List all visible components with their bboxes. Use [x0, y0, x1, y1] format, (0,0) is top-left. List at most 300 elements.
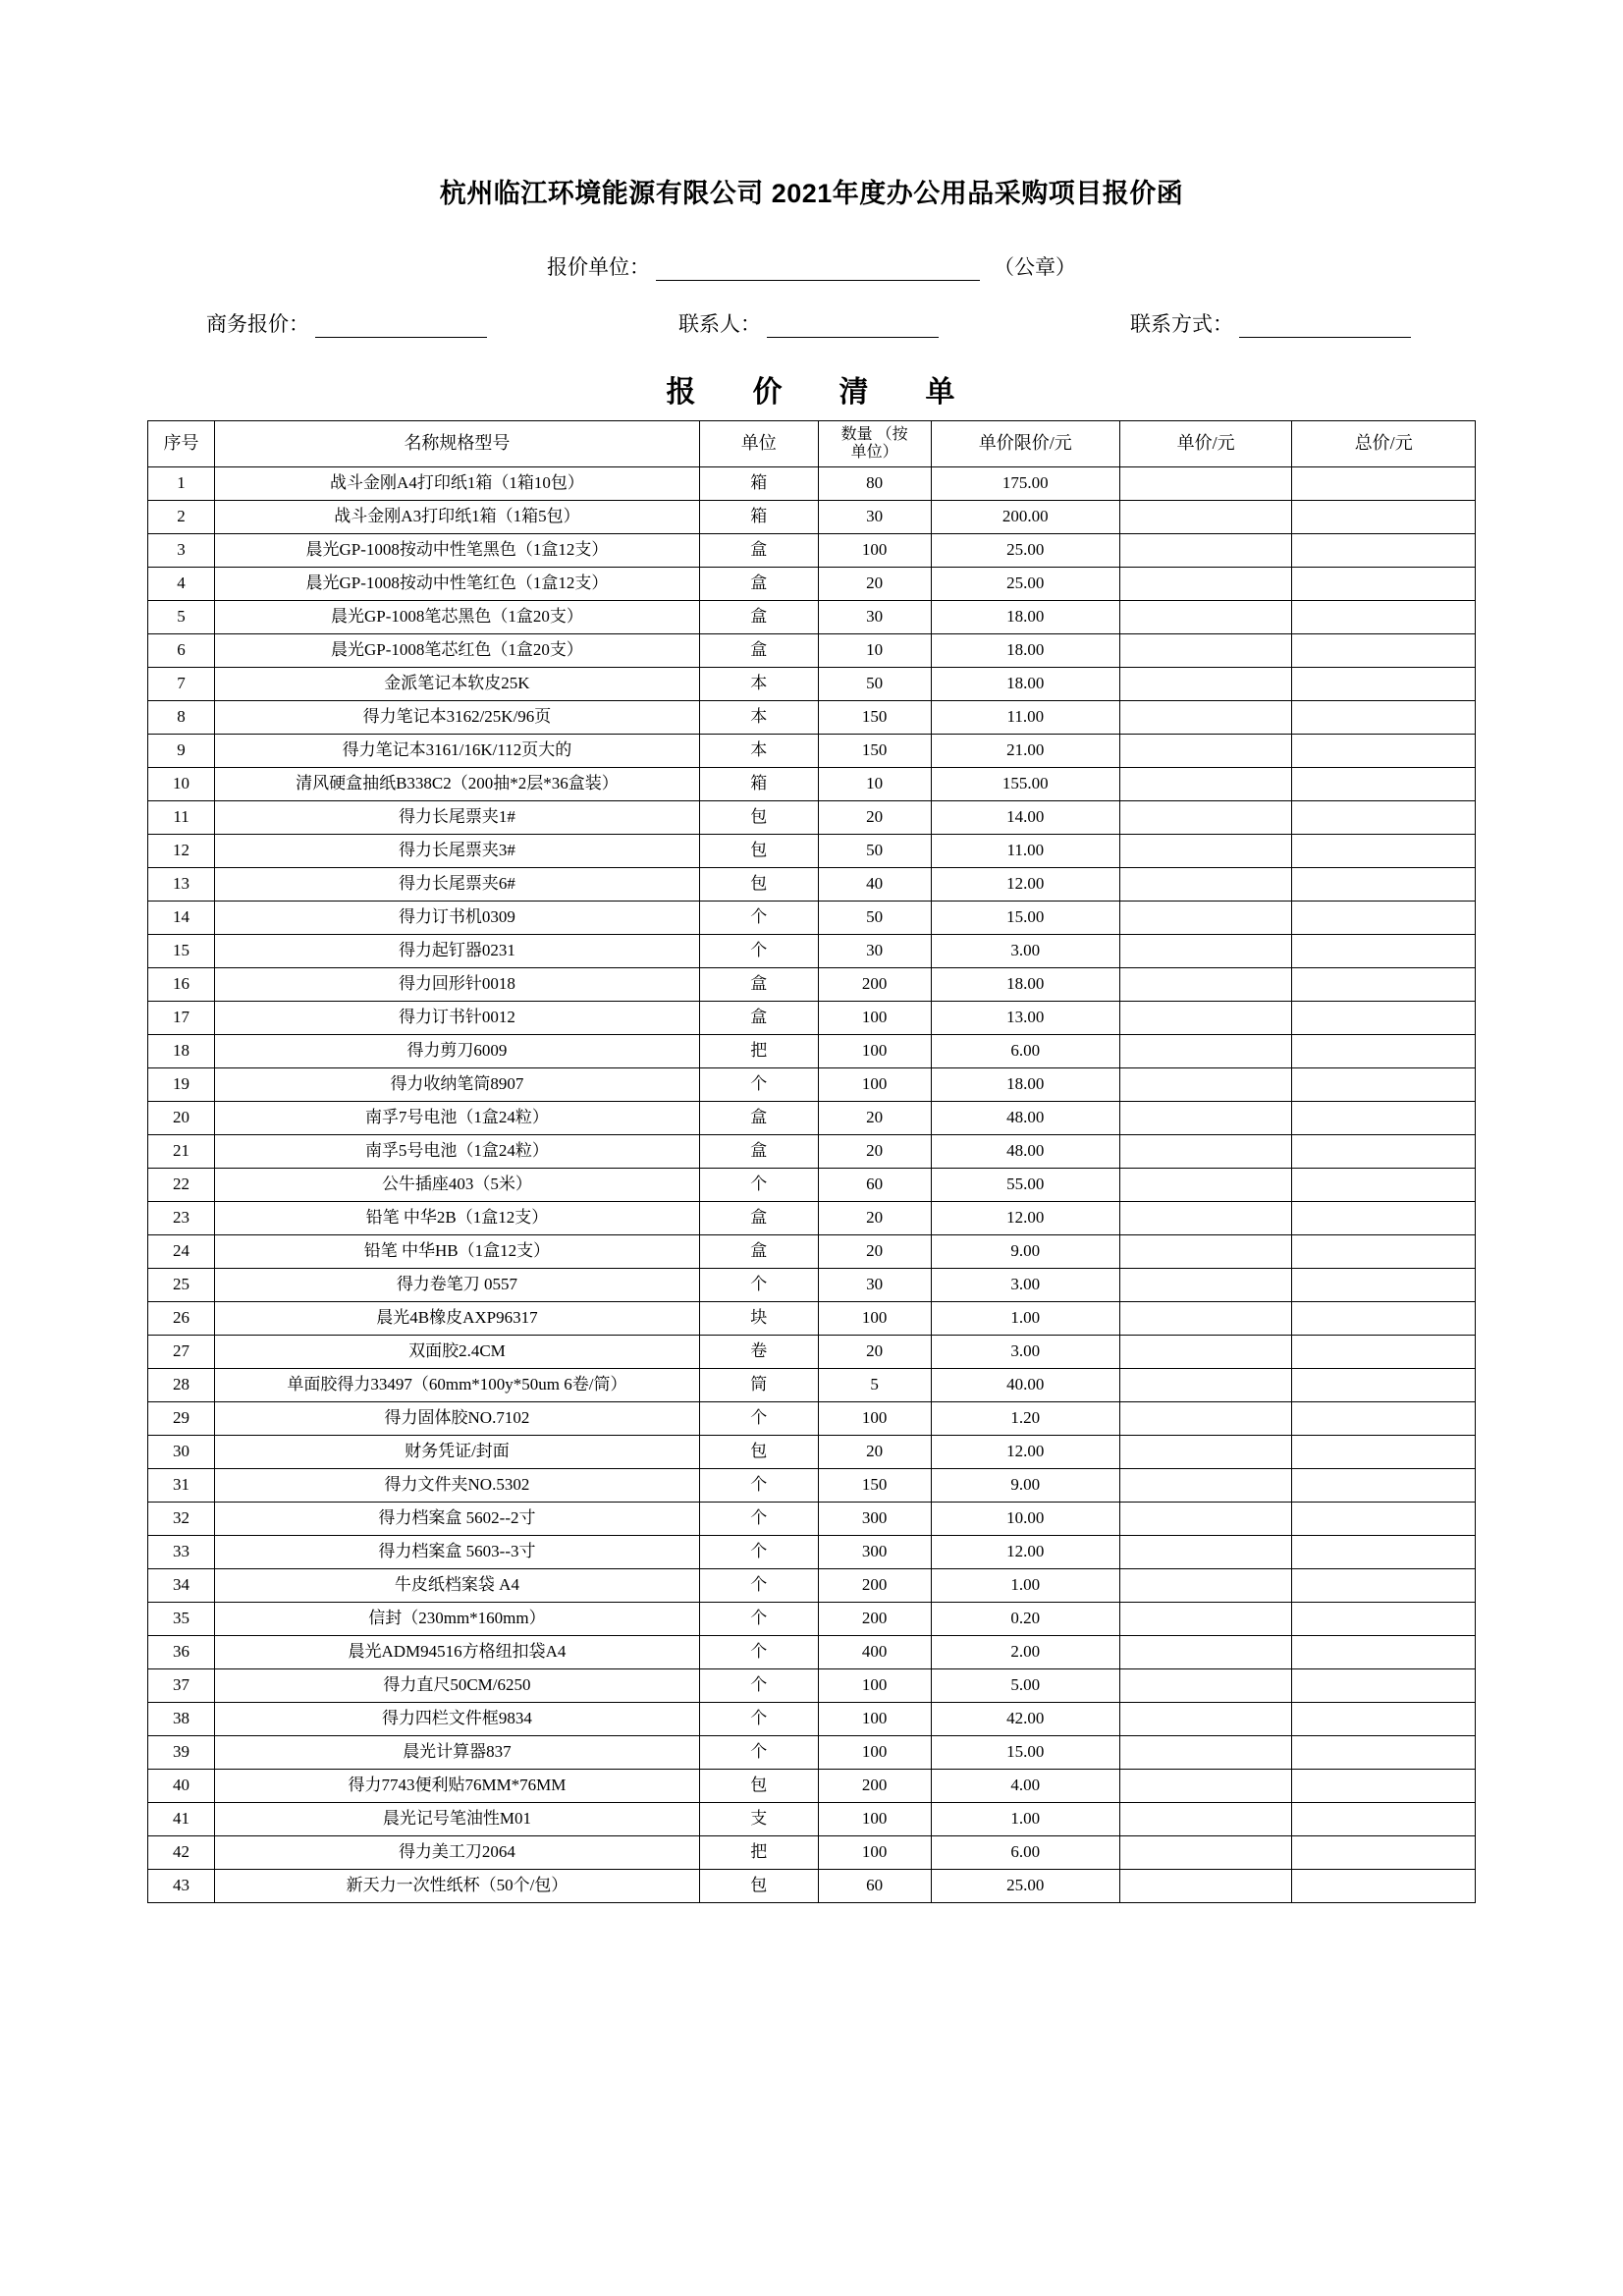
cell-unit-price[interactable]: [1119, 1870, 1292, 1903]
cell-unit-price[interactable]: [1119, 1803, 1292, 1836]
cell-total-price[interactable]: [1292, 735, 1476, 768]
cell-limit-price: 6.00: [931, 1836, 1119, 1870]
cell-unit-price[interactable]: [1119, 601, 1292, 634]
cell-unit: 卷: [699, 1336, 818, 1369]
cell-quantity: 10: [818, 634, 931, 668]
cell-unit-price[interactable]: [1119, 1202, 1292, 1235]
cell-index: 38: [148, 1703, 215, 1736]
cell-total-price[interactable]: [1292, 1302, 1476, 1336]
cell-quantity: 150: [818, 1469, 931, 1503]
cell-limit-price: 10.00: [931, 1503, 1119, 1536]
cell-limit-price: 14.00: [931, 801, 1119, 835]
header-quantity: [818, 421, 931, 467]
contact-way-input[interactable]: [1239, 317, 1411, 338]
cell-name-spec: 晨光GP-1008按动中性笔红色（1盒12支）: [215, 568, 700, 601]
cell-index: 40: [148, 1770, 215, 1803]
table-row: [148, 1235, 1476, 1269]
cell-unit: 个: [699, 1636, 818, 1669]
cell-limit-price: 25.00: [931, 1870, 1119, 1903]
cell-unit-price[interactable]: [1119, 1035, 1292, 1068]
table-row: [148, 634, 1476, 668]
cell-quantity: 100: [818, 1068, 931, 1102]
table-row: [148, 467, 1476, 501]
table-row: [148, 1836, 1476, 1870]
cell-limit-price: 48.00: [931, 1135, 1119, 1169]
cell-name-spec: 新天力一次性纸杯（50个/包）: [215, 1870, 700, 1903]
cell-quantity: 30: [818, 501, 931, 534]
cell-quantity: 200: [818, 968, 931, 1002]
cell-index: 32: [148, 1503, 215, 1536]
contact-person-input[interactable]: [767, 317, 939, 338]
list-title: [147, 367, 1476, 410]
cell-quantity: 30: [818, 1269, 931, 1302]
table-row: [148, 501, 1476, 534]
table-row: [148, 1870, 1476, 1903]
cell-unit-price[interactable]: [1119, 1402, 1292, 1436]
cell-total-price[interactable]: [1292, 568, 1476, 601]
cell-name-spec: 公牛插座403（5米）: [215, 1169, 700, 1202]
cell-name-spec: 南孚5号电池（1盒24粒）: [215, 1135, 700, 1169]
cell-name-spec: 得力档案盒 5602--2寸: [215, 1503, 700, 1536]
cell-total-price[interactable]: [1292, 1369, 1476, 1402]
cell-quantity: 30: [818, 601, 931, 634]
cell-total-price[interactable]: [1292, 1603, 1476, 1636]
table-row: [148, 1703, 1476, 1736]
cell-quantity: 80: [818, 467, 931, 501]
table-row: [148, 568, 1476, 601]
cell-index: 4: [148, 568, 215, 601]
cell-unit-price[interactable]: [1119, 1669, 1292, 1703]
quote-table-body: [148, 467, 1476, 1903]
cell-total-price[interactable]: [1292, 1068, 1476, 1102]
table-row: [148, 1402, 1476, 1436]
table-row: [148, 1669, 1476, 1703]
cell-limit-price: 1.00: [931, 1302, 1119, 1336]
cell-limit-price: 21.00: [931, 735, 1119, 768]
cell-index: 2: [148, 501, 215, 534]
cell-index: 8: [148, 701, 215, 735]
cell-total-price[interactable]: [1292, 1235, 1476, 1269]
header-quantity-line2: 单位）: [850, 444, 898, 461]
cell-unit-price[interactable]: [1119, 467, 1292, 501]
cell-quantity: 50: [818, 902, 931, 935]
cell-limit-price: 3.00: [931, 1336, 1119, 1369]
cell-unit-price[interactable]: [1119, 1770, 1292, 1803]
cell-unit-price[interactable]: [1119, 1169, 1292, 1202]
cell-total-price[interactable]: [1292, 1770, 1476, 1803]
cell-total-price[interactable]: [1292, 1503, 1476, 1536]
cell-quantity: 150: [818, 701, 931, 735]
cell-limit-price: 9.00: [931, 1235, 1119, 1269]
cell-total-price[interactable]: [1292, 1135, 1476, 1169]
cell-limit-price: 48.00: [931, 1102, 1119, 1135]
cell-name-spec: 得力回形针0018: [215, 968, 700, 1002]
table-row: [148, 1369, 1476, 1402]
cell-unit: 本: [699, 701, 818, 735]
cell-total-price[interactable]: [1292, 1269, 1476, 1302]
cell-unit: 盒: [699, 568, 818, 601]
business-quote-input[interactable]: [315, 317, 487, 338]
cell-unit-price[interactable]: [1119, 1503, 1292, 1536]
seal-label: （公章）: [994, 255, 1076, 279]
cell-total-price[interactable]: [1292, 1803, 1476, 1836]
cell-limit-price: 9.00: [931, 1469, 1119, 1503]
cell-index: 9: [148, 735, 215, 768]
cell-name-spec: 金派笔记本软皮25K: [215, 668, 700, 701]
cell-name-spec: 晨光计算器837: [215, 1736, 700, 1770]
table-row: [148, 1068, 1476, 1102]
cell-limit-price: 40.00: [931, 1369, 1119, 1402]
cell-name-spec: 晨光GP-1008笔芯黑色（1盒20支）: [215, 601, 700, 634]
cell-index: 35: [148, 1603, 215, 1636]
cell-quantity: 300: [818, 1536, 931, 1569]
cell-unit-price[interactable]: [1119, 1536, 1292, 1569]
cell-name-spec: 得力直尺50CM/6250: [215, 1669, 700, 1703]
cell-unit: 包: [699, 801, 818, 835]
cell-unit-price[interactable]: [1119, 1469, 1292, 1503]
cell-total-price[interactable]: [1292, 1870, 1476, 1903]
cell-quantity: 200: [818, 1603, 931, 1636]
cell-unit: 包: [699, 835, 818, 868]
cell-unit-price[interactable]: [1119, 634, 1292, 668]
cell-name-spec: 财务凭证/封面: [215, 1436, 700, 1469]
cell-name-spec: 信封（230mm*160mm）: [215, 1603, 700, 1636]
cell-index: 3: [148, 534, 215, 568]
cell-unit-price[interactable]: [1119, 568, 1292, 601]
cell-index: 16: [148, 968, 215, 1002]
cell-unit: 箱: [699, 467, 818, 501]
cell-unit-price[interactable]: [1119, 1569, 1292, 1603]
contact-person-field: [678, 308, 945, 338]
cell-index: 18: [148, 1035, 215, 1068]
cell-index: 43: [148, 1870, 215, 1903]
cell-unit-price[interactable]: [1119, 1436, 1292, 1469]
table-row: [148, 1269, 1476, 1302]
cell-quantity: 20: [818, 801, 931, 835]
table-row: [148, 1302, 1476, 1336]
table-row: [148, 1169, 1476, 1202]
header-index: 序号: [148, 421, 215, 467]
cell-unit-price[interactable]: [1119, 1336, 1292, 1369]
cell-quantity: 20: [818, 1202, 931, 1235]
cell-total-price[interactable]: [1292, 501, 1476, 534]
cell-name-spec: 晨光GP-1008笔芯红色（1盒20支）: [215, 634, 700, 668]
cell-total-price[interactable]: [1292, 1402, 1476, 1436]
cell-name-spec: 得力订书机0309: [215, 902, 700, 935]
cell-name-spec: 得力长尾票夹6#: [215, 868, 700, 902]
cell-total-price[interactable]: [1292, 634, 1476, 668]
cell-total-price[interactable]: [1292, 601, 1476, 634]
cell-quantity: 30: [818, 935, 931, 968]
cell-unit-price[interactable]: [1119, 935, 1292, 968]
cell-total-price[interactable]: [1292, 467, 1476, 501]
cell-total-price[interactable]: [1292, 768, 1476, 801]
table-row: [148, 701, 1476, 735]
cell-unit-price[interactable]: [1119, 1002, 1292, 1035]
cell-unit: 盒: [699, 601, 818, 634]
cell-index: 25: [148, 1269, 215, 1302]
cell-limit-price: 3.00: [931, 1269, 1119, 1302]
cell-limit-price: 6.00: [931, 1035, 1119, 1068]
table-row: [148, 1436, 1476, 1469]
cell-index: 37: [148, 1669, 215, 1703]
cell-unit-price[interactable]: [1119, 1636, 1292, 1669]
table-row: [148, 1736, 1476, 1770]
cell-unit-price[interactable]: [1119, 1603, 1292, 1636]
cell-limit-price: 155.00: [931, 768, 1119, 801]
header-limit-price: 单价限价/元: [931, 421, 1119, 467]
cell-unit-price[interactable]: [1119, 868, 1292, 902]
cell-unit-price[interactable]: [1119, 1369, 1292, 1402]
cell-unit-price[interactable]: [1119, 1235, 1292, 1269]
table-row: [148, 1035, 1476, 1068]
page-title: 杭州临江环境能源有限公司 2021年度办公用品采购项目报价函: [439, 179, 1184, 208]
cell-index: 11: [148, 801, 215, 835]
cell-total-price[interactable]: [1292, 1736, 1476, 1770]
cell-index: 5: [148, 601, 215, 634]
cell-quantity: 20: [818, 1336, 931, 1369]
cell-limit-price: 42.00: [931, 1703, 1119, 1736]
cell-total-price[interactable]: [1292, 534, 1476, 568]
table-row: [148, 668, 1476, 701]
cell-unit: 本: [699, 668, 818, 701]
cell-quantity: 20: [818, 1135, 931, 1169]
cell-quantity: 20: [818, 568, 931, 601]
cell-unit: 个: [699, 1703, 818, 1736]
table-row: [148, 1102, 1476, 1135]
cell-index: 36: [148, 1636, 215, 1669]
cell-total-price[interactable]: [1292, 1703, 1476, 1736]
cell-unit: 个: [699, 1269, 818, 1302]
cell-index: 7: [148, 668, 215, 701]
cell-unit-price[interactable]: [1119, 735, 1292, 768]
cell-name-spec: 得力档案盒 5603--3寸: [215, 1536, 700, 1569]
cell-unit: 盒: [699, 1235, 818, 1269]
header-name-spec: 名称规格型号: [215, 421, 700, 467]
cell-limit-price: 12.00: [931, 1536, 1119, 1569]
cell-quantity: 100: [818, 1669, 931, 1703]
cell-index: 29: [148, 1402, 215, 1436]
cell-unit: 本: [699, 735, 818, 768]
cell-total-price[interactable]: [1292, 868, 1476, 902]
cell-unit: 支: [699, 1803, 818, 1836]
cell-name-spec: 晨光ADM94516方格纽扣袋A4: [215, 1636, 700, 1669]
table-row: [148, 968, 1476, 1002]
cell-index: 26: [148, 1302, 215, 1336]
cell-limit-price: 0.20: [931, 1603, 1119, 1636]
table-row: [148, 868, 1476, 902]
cell-quantity: 200: [818, 1770, 931, 1803]
cell-total-price[interactable]: [1292, 1035, 1476, 1068]
cell-name-spec: 得力笔记本3161/16K/112页大的: [215, 735, 700, 768]
cell-quantity: 100: [818, 1703, 931, 1736]
table-row: [148, 1569, 1476, 1603]
list-title-char-4: 单: [925, 376, 957, 409]
cell-unit: 个: [699, 1569, 818, 1603]
cell-total-price[interactable]: [1292, 701, 1476, 735]
cell-quantity: 150: [818, 735, 931, 768]
cell-limit-price: 25.00: [931, 534, 1119, 568]
cell-quantity: 300: [818, 1503, 931, 1536]
cell-unit: 个: [699, 1669, 818, 1703]
cell-unit: 盒: [699, 634, 818, 668]
cell-limit-price: 13.00: [931, 1002, 1119, 1035]
cell-unit-price[interactable]: [1119, 1068, 1292, 1102]
cell-unit: 个: [699, 1068, 818, 1102]
cell-index: 14: [148, 902, 215, 935]
cell-total-price[interactable]: [1292, 835, 1476, 868]
cell-name-spec: 得力固体胶NO.7102: [215, 1402, 700, 1436]
table-row: [148, 1135, 1476, 1169]
table-row: [148, 1636, 1476, 1669]
cell-unit-price[interactable]: [1119, 768, 1292, 801]
cell-unit: 把: [699, 1836, 818, 1870]
cell-index: 27: [148, 1336, 215, 1369]
cell-total-price[interactable]: [1292, 1669, 1476, 1703]
header-total-price: 总价/元: [1292, 421, 1476, 467]
cell-name-spec: 得力长尾票夹1#: [215, 801, 700, 835]
cell-name-spec: 晨光记号笔油性M01: [215, 1803, 700, 1836]
cell-unit-price[interactable]: [1119, 1135, 1292, 1169]
cell-index: 22: [148, 1169, 215, 1202]
cell-total-price[interactable]: [1292, 1336, 1476, 1369]
cell-unit: 盒: [699, 1202, 818, 1235]
cell-name-spec: 战斗金刚A4打印纸1箱（1箱10包）: [215, 467, 700, 501]
cell-index: 24: [148, 1235, 215, 1269]
cell-unit-price[interactable]: [1119, 1269, 1292, 1302]
cell-unit: 把: [699, 1035, 818, 1068]
cell-index: 42: [148, 1836, 215, 1870]
table-row: [148, 935, 1476, 968]
cell-limit-price: 175.00: [931, 467, 1119, 501]
cell-limit-price: 11.00: [931, 701, 1119, 735]
cell-index: 28: [148, 1369, 215, 1402]
cell-unit-price[interactable]: [1119, 701, 1292, 735]
cell-unit-price[interactable]: [1119, 1703, 1292, 1736]
cell-unit-price[interactable]: [1119, 1736, 1292, 1770]
table-row: [148, 1603, 1476, 1636]
cell-unit-price[interactable]: [1119, 1102, 1292, 1135]
cell-index: 33: [148, 1536, 215, 1569]
cell-total-price[interactable]: [1292, 1536, 1476, 1569]
cell-unit: 块: [699, 1302, 818, 1336]
cell-name-spec: 得力四栏文件框9834: [215, 1703, 700, 1736]
cell-limit-price: 1.00: [931, 1569, 1119, 1603]
cell-quantity: 100: [818, 1803, 931, 1836]
cell-name-spec: 双面胶2.4CM: [215, 1336, 700, 1369]
quote-unit-row: [147, 251, 1476, 281]
cell-limit-price: 18.00: [931, 634, 1119, 668]
cell-unit-price[interactable]: [1119, 1302, 1292, 1336]
cell-index: 30: [148, 1436, 215, 1469]
cell-total-price[interactable]: [1292, 1636, 1476, 1669]
cell-name-spec: 南孚7号电池（1盒24粒）: [215, 1102, 700, 1135]
cell-name-spec: 牛皮纸档案袋 A4: [215, 1569, 700, 1603]
cell-unit: 箱: [699, 501, 818, 534]
cell-quantity: 50: [818, 668, 931, 701]
cell-unit-price[interactable]: [1119, 1836, 1292, 1870]
cell-limit-price: 2.00: [931, 1636, 1119, 1669]
list-title-char-1: 报: [666, 376, 698, 409]
table-row: [148, 601, 1476, 634]
cell-index: 17: [148, 1002, 215, 1035]
cell-unit: 个: [699, 1736, 818, 1770]
contact-way-field: [1130, 308, 1417, 338]
cell-unit-price[interactable]: [1119, 668, 1292, 701]
cell-unit: 个: [699, 1603, 818, 1636]
table-row: [148, 1336, 1476, 1369]
cell-quantity: 20: [818, 1102, 931, 1135]
cell-total-price[interactable]: [1292, 902, 1476, 935]
cell-total-price[interactable]: [1292, 935, 1476, 968]
cell-total-price[interactable]: [1292, 1436, 1476, 1469]
cell-quantity: 5: [818, 1369, 931, 1402]
cell-total-price[interactable]: [1292, 968, 1476, 1002]
cell-total-price[interactable]: [1292, 801, 1476, 835]
cell-total-price[interactable]: [1292, 1202, 1476, 1235]
cell-unit: 个: [699, 1536, 818, 1569]
cell-total-price[interactable]: [1292, 1836, 1476, 1870]
cell-quantity: 100: [818, 1002, 931, 1035]
list-title-char-2: 价: [752, 376, 784, 409]
cell-unit: 盒: [699, 968, 818, 1002]
cell-unit-price[interactable]: [1119, 835, 1292, 868]
cell-limit-price: 1.20: [931, 1402, 1119, 1436]
cell-quantity: 100: [818, 1736, 931, 1770]
cell-index: 20: [148, 1102, 215, 1135]
cell-total-price[interactable]: [1292, 1569, 1476, 1603]
table-row: [148, 1803, 1476, 1836]
cell-unit-price[interactable]: [1119, 501, 1292, 534]
cell-unit: 包: [699, 868, 818, 902]
quote-table: [147, 420, 1476, 1903]
cell-quantity: 400: [818, 1636, 931, 1669]
list-title-char-3: 清: [839, 376, 871, 409]
cell-limit-price: 12.00: [931, 868, 1119, 902]
table-row: [148, 1469, 1476, 1503]
cell-quantity: 200: [818, 1569, 931, 1603]
cell-total-price[interactable]: [1292, 1102, 1476, 1135]
cell-index: 13: [148, 868, 215, 902]
cell-unit-price[interactable]: [1119, 902, 1292, 935]
cell-name-spec: 得力卷笔刀 0557: [215, 1269, 700, 1302]
cell-unit: 个: [699, 1402, 818, 1436]
cell-unit: 盒: [699, 1102, 818, 1135]
table-row: [148, 534, 1476, 568]
table-row: [148, 1503, 1476, 1536]
business-quote-label: 商务报价：: [206, 312, 309, 336]
cell-total-price[interactable]: [1292, 1002, 1476, 1035]
cell-unit: 盒: [699, 534, 818, 568]
cell-unit: 个: [699, 1469, 818, 1503]
cell-unit: 个: [699, 1503, 818, 1536]
cell-unit-price[interactable]: [1119, 801, 1292, 835]
cell-index: 23: [148, 1202, 215, 1235]
quote-unit-input[interactable]: [656, 260, 980, 281]
cell-quantity: 100: [818, 1402, 931, 1436]
cell-total-price[interactable]: [1292, 668, 1476, 701]
cell-name-spec: 得力美工刀2064: [215, 1836, 700, 1870]
cell-limit-price: 1.00: [931, 1803, 1119, 1836]
cell-limit-price: 18.00: [931, 1068, 1119, 1102]
cell-index: 12: [148, 835, 215, 868]
cell-unit-price[interactable]: [1119, 968, 1292, 1002]
cell-total-price[interactable]: [1292, 1469, 1476, 1503]
header-quantity-line1: 数量 （按: [840, 425, 908, 443]
cell-limit-price: 12.00: [931, 1436, 1119, 1469]
cell-unit-price[interactable]: [1119, 534, 1292, 568]
cell-total-price[interactable]: [1292, 1169, 1476, 1202]
